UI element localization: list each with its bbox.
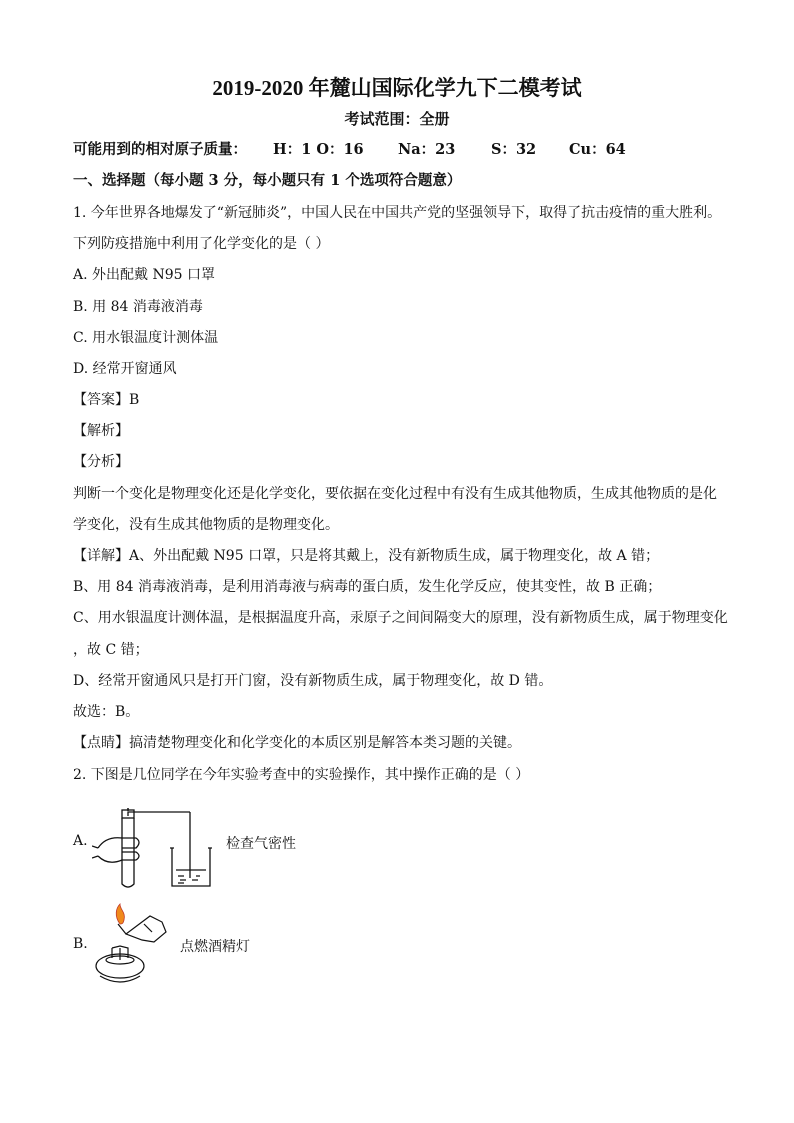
q1-option-b: B. 用 84 消毒液消毒 — [73, 299, 203, 315]
q1-dianjing — [73, 733, 521, 753]
answer-value: B — [129, 392, 140, 408]
q1-detail-b: B、用 84 消毒液消毒，是利用消毒液与病毒的蛋白质，发生化学反应，使其变性，故 B 正确； — [73, 579, 662, 595]
q1-fenxi-line2: 学变化，没有生成其他物质的是物理变化。 — [73, 517, 339, 533]
atomic-mass-item: S：32 — [491, 141, 537, 158]
q1-detail-c1: C、用水银温度计测体温，是根据温度升高，汞原子之间间隔变大的原理，没有新物质生成，属于物理变化 — [73, 610, 728, 626]
answer-tag: 【答案】 — [73, 392, 129, 408]
flame-icon — [116, 904, 124, 924]
q2-option-a-caption: 检查气密性 — [226, 836, 296, 852]
dianjing-tag: 【点睛】 — [73, 735, 129, 751]
q1-stem-line2: 下列防疫措施中利用了化学变化的是（ ） — [73, 236, 330, 252]
atomic-mass-label: 可能用到的相对原子质量： — [73, 141, 247, 158]
q1-option-c: C. 用水银温度计测体温 — [73, 330, 219, 346]
section-heading: 一、选择题（每小题 3 分，每小题只有 1 个选项符合题意） — [73, 172, 462, 189]
exam-title: 2019-2020 年麓山国际化学九下二模考试 — [212, 76, 582, 100]
q1-choose: 故选：B。 — [73, 704, 140, 720]
q2-option-b-caption: 点燃酒精灯 — [180, 939, 250, 955]
q1-option-d: D. 经常开窗通风 — [73, 361, 177, 377]
detail-tag: 【详解】 — [73, 548, 129, 564]
atomic-mass-row — [73, 140, 626, 160]
q2-option-a-letter: A. — [73, 833, 88, 849]
q1-detail-c2: ，故 C 错； — [73, 642, 149, 658]
alcohol-lamp-figure — [92, 902, 172, 994]
dianjing-text: 搞清楚物理变化和化学变化的本质区别是解答本类习题的关键。 — [129, 735, 521, 751]
q2-stem: 2. 下图是几位同学在今年实验考查中的实验操作，其中操作正确的是（ ） — [73, 767, 530, 783]
q1-stem-line1: 1. 今年世界各地爆发了“新冠肺炎”，中国人民在中国共产党的坚强领导下，取得了抗击疫情的重大胜利。 — [73, 205, 722, 221]
q2-option-b-letter: B. — [73, 936, 88, 952]
exam-scope: 考试范围：全册 — [344, 110, 450, 128]
detail-a-text: A、外出配戴 N95 口罩，只是将其戴上，没有新物质生成，属于物理变化，故 A 错； — [129, 548, 660, 564]
q1-analysis-tag: 【解析】 — [73, 423, 129, 439]
q1-answer — [73, 390, 139, 410]
q1-detail-d: D、经常开窗通风只是打开门窗，没有新物质生成，属于物理变化，故 D 错。 — [73, 673, 553, 689]
atomic-mass-item: Cu：64 — [569, 141, 626, 158]
airtightness-figure — [92, 808, 222, 893]
q1-fenxi-tag: 【分析】 — [73, 454, 129, 470]
q1-option-a: A. 外出配戴 N95 口罩 — [73, 267, 215, 283]
q1-detail-a — [73, 546, 659, 566]
atomic-mass-item: Na：23 — [398, 141, 456, 158]
q1-fenxi-line1: 判断一个变化是物理变化还是化学变化，要依据在变化过程中有没有生成其他物质，生成其他物质的是化 — [73, 486, 717, 502]
atomic-mass-item: H：1 O：16 — [273, 141, 364, 158]
